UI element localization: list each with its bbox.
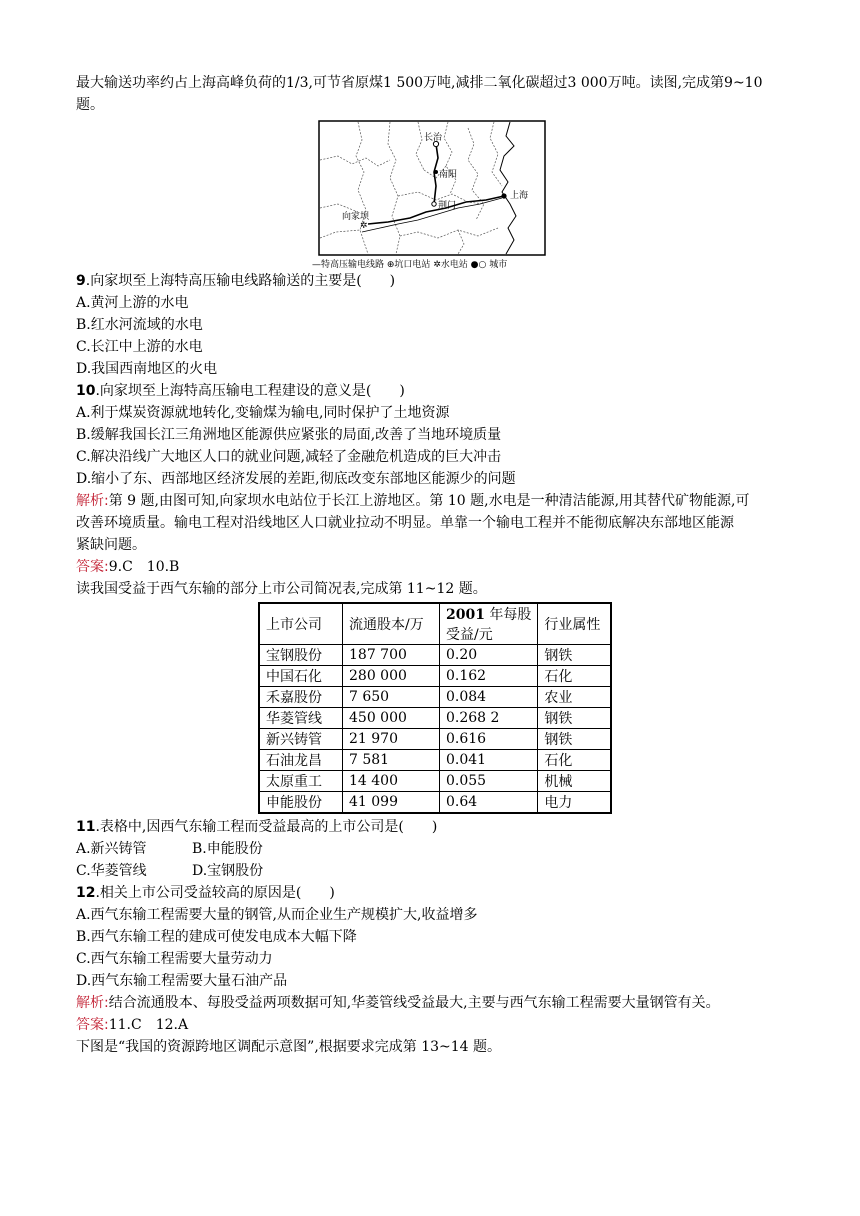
nanyang-city-icon xyxy=(434,170,438,174)
table-cell: 280 000 xyxy=(343,666,440,687)
q11-option-b: B.申能股份 xyxy=(192,841,263,857)
table-cell: 石化 xyxy=(538,750,612,771)
table-row xyxy=(259,687,611,708)
table-cell: 0.055 xyxy=(440,771,538,792)
table-row xyxy=(259,729,611,750)
q11-stem: .表格中,因西气东输工程而受益最高的上市公司是( ) xyxy=(95,819,438,835)
q9-option-d: D.我国西南地区的火电 xyxy=(76,361,218,377)
document-page xyxy=(76,72,796,1058)
question-9 xyxy=(76,270,796,292)
table-cell: 申能股份 xyxy=(259,792,343,814)
table-row xyxy=(259,708,611,729)
intro-line-2: 题。 xyxy=(76,97,104,113)
label-jingmen: 荆门 xyxy=(438,201,457,211)
q12-stem: .相关上市公司受益较高的原因是( ) xyxy=(95,885,335,901)
answer-2 xyxy=(76,1014,796,1036)
answer-1 xyxy=(76,556,796,578)
map-figure xyxy=(318,120,546,256)
table-cell: 中国石化 xyxy=(259,666,343,687)
table-cell: 农业 xyxy=(538,687,612,708)
shanghai-city-icon xyxy=(501,193,506,198)
q12-option-b: B.西气东输工程的建成可使发电成本大幅下降 xyxy=(76,929,357,945)
table-cell: 石化 xyxy=(538,666,612,687)
table-cell: 新兴铸管 xyxy=(259,729,343,750)
q10-option-b: B.缓解我国长江三角洲地区能源供应紧张的局面,改善了当地环境质量 xyxy=(76,427,502,443)
table-row xyxy=(259,771,611,792)
table-cell: 187 700 xyxy=(343,645,440,666)
table-cell: 0.20 xyxy=(440,645,538,666)
q12-option-d: D.西气东输工程需要大量石油产品 xyxy=(76,973,288,989)
analysis-2 xyxy=(76,992,796,1014)
label-changzhi: 长治 xyxy=(424,133,443,143)
q11-option-d: D.宝钢股份 xyxy=(192,863,264,879)
map-legend: —特高压输电线路 ⊕坑口电站 ✲水电站 ●○ 城市 xyxy=(312,260,508,270)
table-cell: 钢铁 xyxy=(538,645,612,666)
q10-number: 10 xyxy=(76,383,96,399)
table-cell: 0.268 2 xyxy=(440,708,538,729)
q12-option-c: C.西气东输工程需要大量劳动力 xyxy=(76,951,273,967)
q9-option-c: C.长江中上游的水电 xyxy=(76,339,203,355)
table-cell: 太原重工 xyxy=(259,771,343,792)
table-cell: 钢铁 xyxy=(538,729,612,750)
outro: 下图是“我国的资源跨地区调配示意图”,根据要求完成第 13~14 题。 xyxy=(76,1039,502,1055)
table-row xyxy=(259,645,611,666)
intro-line-1: 最大输送功率约占上海高峰负荷的1/3,可节省原煤1 500万吨,减排二氧化碳超过3 000万吨。读图,完成第9~10 xyxy=(76,75,763,91)
jingmen-city-icon xyxy=(432,202,436,206)
analysis-2-text: 结合流通股本、每股受益两项数据可知,华菱管线受益最大,主要与西气东输工程需要大量钢管有关。 xyxy=(108,995,720,1011)
question-11 xyxy=(76,816,796,838)
label-nanyang: 南阳 xyxy=(439,170,458,180)
table-cell: 0.616 xyxy=(440,729,538,750)
table-cell: 钢铁 xyxy=(538,708,612,729)
table-cell: 41 099 xyxy=(343,792,440,814)
q11-number: 11 xyxy=(76,819,96,835)
table-header-shares: 流通股本/万 xyxy=(343,603,440,645)
table-header-eps: 2001 年每股 受益/元 xyxy=(440,603,538,645)
q10-option-a: A.利于煤炭资源就地转化,变输煤为输电,同时保护了土地资源 xyxy=(76,405,450,421)
q11-option-c: C.华菱管线 xyxy=(76,863,147,879)
table-cell: 电力 xyxy=(538,792,612,814)
q12-number: 12 xyxy=(76,885,96,901)
table-header-row xyxy=(259,603,611,645)
company-table xyxy=(258,602,612,814)
question-10 xyxy=(76,380,796,402)
table-cell: 华菱管线 xyxy=(259,708,343,729)
q9-option-a: A.黄河上游的水电 xyxy=(76,295,189,311)
analysis-1-line-2: 改善环境质量。输电工程对沿线地区人口就业拉动不明显。单靠一个输电工程并不能彻底解决东部地区能源 xyxy=(76,515,734,531)
q10-stem: .向家坝至上海特高压输电工程建设的意义是( ) xyxy=(95,383,405,399)
table-header-industry: 行业属性 xyxy=(538,603,612,645)
table-cell: 0.084 xyxy=(440,687,538,708)
analysis-1-line-1 xyxy=(76,490,796,512)
table-cell: 14 400 xyxy=(343,771,440,792)
table-cell: 禾嘉股份 xyxy=(259,687,343,708)
hydro-station-icon: ✲ xyxy=(360,221,368,231)
table-header-eps-year: 2001 xyxy=(446,607,485,623)
analysis-1-label: 解析: xyxy=(76,493,109,509)
q10-option-d: D.缩小了东、西部地区经济发展的差距,彻底改变东部地区能源少的问题 xyxy=(76,471,516,487)
table-cell: 0.64 xyxy=(440,792,538,814)
table-row xyxy=(259,792,611,814)
intro-2: 读我国受益于西气东输的部分上市公司简况表,完成第 11~12 题。 xyxy=(76,581,487,597)
label-xiangjiaba: 向家坝 xyxy=(342,212,370,222)
table-cell: 宝钢股份 xyxy=(259,645,343,666)
q12-option-a: A.西气东输工程需要大量的钢管,从而企业生产规模扩大,收益增多 xyxy=(76,907,478,923)
question-12 xyxy=(76,882,796,904)
q11-options-row-2 xyxy=(76,860,796,882)
table-cell: 450 000 xyxy=(343,708,440,729)
table-row xyxy=(259,666,611,687)
q9-number: 9 xyxy=(76,273,86,289)
q10-option-c: C.解决沿线广大地区人口的就业问题,减轻了金融危机造成的巨大冲击 xyxy=(76,449,502,465)
table-row xyxy=(259,750,611,771)
q11-options-row-1 xyxy=(76,838,796,860)
label-shanghai: 上海 xyxy=(510,191,529,201)
table-cell: 0.162 xyxy=(440,666,538,687)
table-cell: 石油龙昌 xyxy=(259,750,343,771)
table-cell: 机械 xyxy=(538,771,612,792)
q9-option-b: B.红水河流域的水电 xyxy=(76,317,203,333)
table-cell: 21 970 xyxy=(343,729,440,750)
answer-2-text: 11.C 12.A xyxy=(108,1017,189,1033)
analysis-1-line-3: 紧缺问题。 xyxy=(76,537,146,553)
table-header-company: 上市公司 xyxy=(259,603,343,645)
table-cell: 7 581 xyxy=(343,750,440,771)
answer-2-label: 答案: xyxy=(76,1017,109,1033)
table-body xyxy=(259,645,611,814)
table-cell: 7 650 xyxy=(343,687,440,708)
answer-1-label: 答案: xyxy=(76,559,109,575)
q11-option-a: A.新兴铸管 xyxy=(76,841,147,857)
answer-1-text: 9.C 10.B xyxy=(108,559,180,575)
q9-stem: .向家坝至上海特高压输电线路输送的主要是( ) xyxy=(85,273,396,289)
analysis-1-text-1: 第 9 题,由图可知,向家坝水电站位于长江上游地区。第 10 题,水电是一种清洁能源,用其替代矿物能源,可 xyxy=(108,493,750,509)
analysis-2-label: 解析: xyxy=(76,995,109,1011)
transmission-map xyxy=(312,120,548,270)
table-cell: 0.041 xyxy=(440,750,538,771)
